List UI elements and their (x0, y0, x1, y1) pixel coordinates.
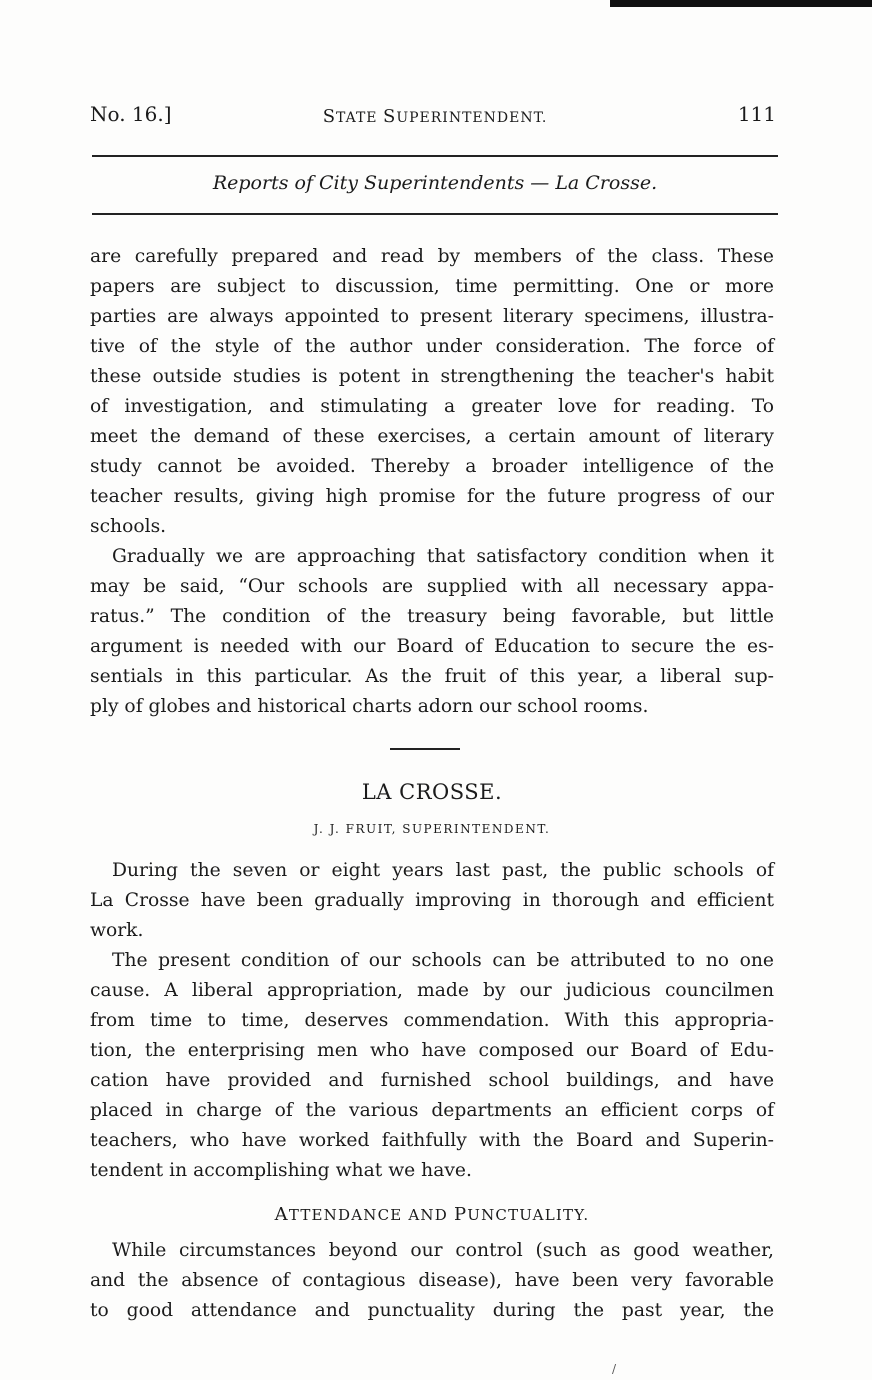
text-line: papers are subject to discussion, time permitting. One or more (90, 276, 774, 297)
text-line: these outside studies is potent in strengthening the teacher's habit (90, 366, 774, 387)
text-line: tion, the enterprising men who have composed our Board of Edu- (90, 1040, 774, 1061)
page-number: 111 (737, 102, 776, 126)
text-line: are carefully prepared and read by members of the class. These (90, 246, 774, 267)
text-line: schools. (90, 516, 167, 537)
text-line: teacher results, giving high promise for the future progress of our (90, 486, 774, 507)
text-line: teachers, who have worked faithfully with the Board and Superin- (90, 1130, 774, 1151)
header-rule-top (92, 155, 778, 157)
scan-mark: / (612, 1362, 617, 1376)
text-line: argument is needed with our Board of Education to secure the es- (90, 636, 774, 657)
subsection-title: ATTENDANCE AND PUNCTUALITY. (274, 1204, 590, 1225)
paragraph-block-3 (90, 1236, 774, 1326)
text-line: meet the demand of these exercises, a certain amount of literary (90, 426, 774, 447)
text-line: and the absence of contagious disease), have been very favorable (90, 1270, 774, 1291)
text-line: tendent in accomplishing what we have. (90, 1160, 472, 1181)
section-separator (390, 748, 460, 750)
text-line: parties are always appointed to present literary specimens, illustra- (90, 306, 774, 327)
text-line: to good attendance and punctuality during the past year, the (90, 1300, 774, 1321)
text-line: placed in charge of the various departments an efficient corps of (90, 1100, 774, 1121)
text-line: tive of the style of the author under consideration. The force of (90, 336, 774, 357)
text-line: may be said, “Our schools are supplied with all necessary appa- (90, 576, 774, 597)
text-line: While circumstances beyond our control (such as good weather, (112, 1240, 774, 1261)
text-line: from time to time, deserves commendation. With this appropria- (90, 1010, 774, 1031)
paragraph-block-2 (90, 856, 774, 1186)
superintendent-byline: J. J. FRUIT, SUPERINTENDENT. (313, 822, 551, 836)
text-line: of investigation, and stimulating a greater love for reading. To (90, 396, 774, 417)
text-line: cause. A liberal appropriation, made by our judicious councilmen (90, 980, 774, 1001)
document-number: No. 16.] (90, 102, 172, 126)
text-line: ply of globes and historical charts adorn our school rooms. (90, 696, 649, 717)
section-title: LA CROSSE. (361, 780, 503, 804)
text-line: The present condition of our schools can be attributed to no one (112, 950, 774, 971)
text-line: Gradually we are approaching that satisfactory condition when it (112, 546, 774, 567)
text-line: sentials in this particular. As the fruit of this year, a liberal sup- (90, 666, 774, 687)
page-edge-shadow (610, 0, 872, 7)
running-title: STATE SUPERINTENDENT. (322, 106, 548, 127)
text-line: La Crosse have been gradually improving in thorough and efficient (90, 890, 774, 911)
section-subheader: Reports of City Superintendents — La Crosse. (212, 172, 658, 194)
text-line: study cannot be avoided. Thereby a broader intelligence of the (90, 456, 774, 477)
text-line: During the seven or eight years last past, the public schools of (112, 860, 774, 881)
header-rule-bottom (92, 213, 778, 215)
text-line: cation have provided and furnished school buildings, and have (90, 1070, 774, 1091)
text-line: work. (90, 920, 144, 941)
text-line: ratus.” The condition of the treasury being favorable, but little (90, 606, 774, 627)
page-header (90, 100, 780, 132)
paragraph-block-1 (90, 242, 774, 722)
